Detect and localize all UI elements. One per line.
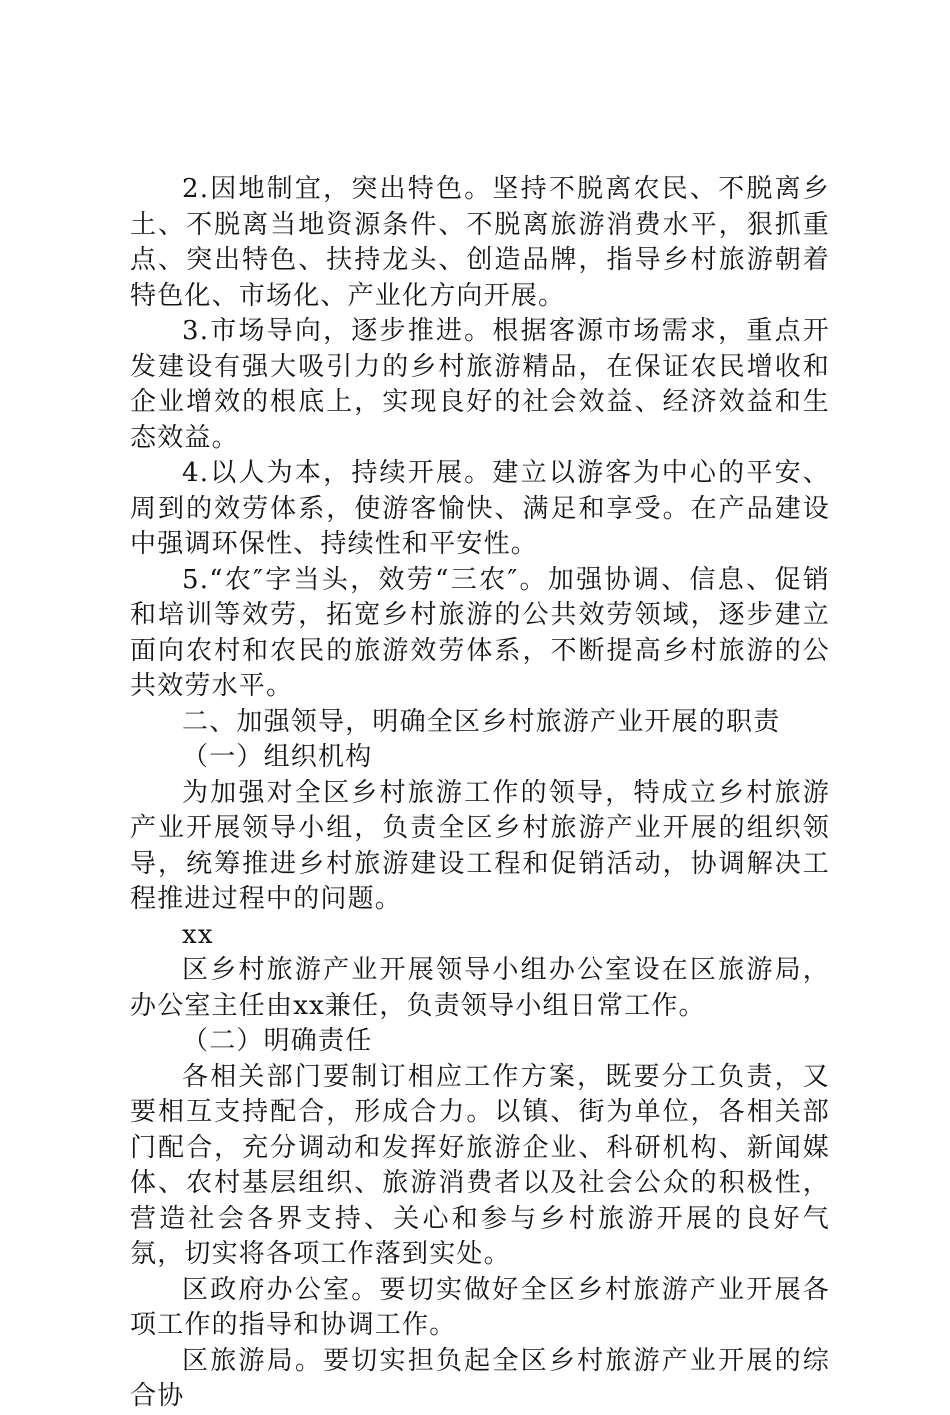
document-body xyxy=(130,172,830,1415)
paragraph-government-office: 区政府办公室。要切实做好全区乡村旅游产业开展各项工作的指导和协调工作。 xyxy=(130,1274,830,1340)
paragraph-principle-3: 3.市场导向，逐步推进。根据客源市场需求，重点开发建设有强大吸引力的乡村旅游精品，在保证农民增收和企业增效的根底上，实现良好的社会效益、经济效益和生态效益。 xyxy=(130,316,830,453)
paragraph-principle-5: 5.“农″字当头，效劳“三农″。加强协调、信息、促销和培训等效劳，拓宽乡村旅游的公共效劳领域，逐步建立面向农村和农民的旅游效劳体系，不断提高乡村旅游的公共效劳水平。 xyxy=(130,564,830,701)
paragraph-principle-2: 2.因地制宜，突出特色。坚持不脱离农民、不脱离乡土、不脱离当地资源条件、不脱离旅游消费水平，狠抓重点、突出特色、扶持龙头、创造品牌，指导乡村旅游朝着特色化、市场化、产业化方向开展。 xyxy=(130,174,830,311)
paragraph-principle-4: 4.以人为本，持续开展。建立以游客为中心的平安、周到的效劳体系，使游客愉快、满足和享受。在产品建设中强调环保性、持续性和平安性。 xyxy=(130,458,830,559)
paragraph-responsibility: 各相关部门要制订相应工作方案，既要分工负责，又要相互支持配合，形成合力。以镇、街为单位，各相关部门配合，充分调动和发挥好旅游企业、科研机构、新闻媒体、农村基层组织、旅游消费者以及社会公众的积极性，营造社会各界支持、关心和参与乡村旅游开展的良好气氛，切实将各项工作落到实处。 xyxy=(130,1061,830,1269)
subsection-heading-responsibility: （二）明确责任 xyxy=(182,1026,373,1056)
paragraph-organization: 为加强对全区乡村旅游工作的领导，特成立乡村旅游产业开展领导小组，负责全区乡村旅游产业开展的组织领导，统筹推进乡村旅游建设工程和促销活动，协调解决工程推进过程中的问题。 xyxy=(130,777,830,914)
paragraph-tourism-bureau: 区旅游局。要切实担负起全区乡村旅游产业开展的综合协 xyxy=(130,1345,830,1411)
section-heading-leadership: 二、加强领导，明确全区乡村旅游产业开展的职责 xyxy=(182,706,781,737)
subsection-heading-organization: （一）组织机构 xyxy=(182,742,373,772)
paragraph-office: 区乡村旅游产业开展领导小组办公室设在区旅游局，办公室主任由xx兼任，负责领导小组日常工作。 xyxy=(130,955,830,1021)
paragraph-placeholder-xx: xx xyxy=(182,919,214,950)
